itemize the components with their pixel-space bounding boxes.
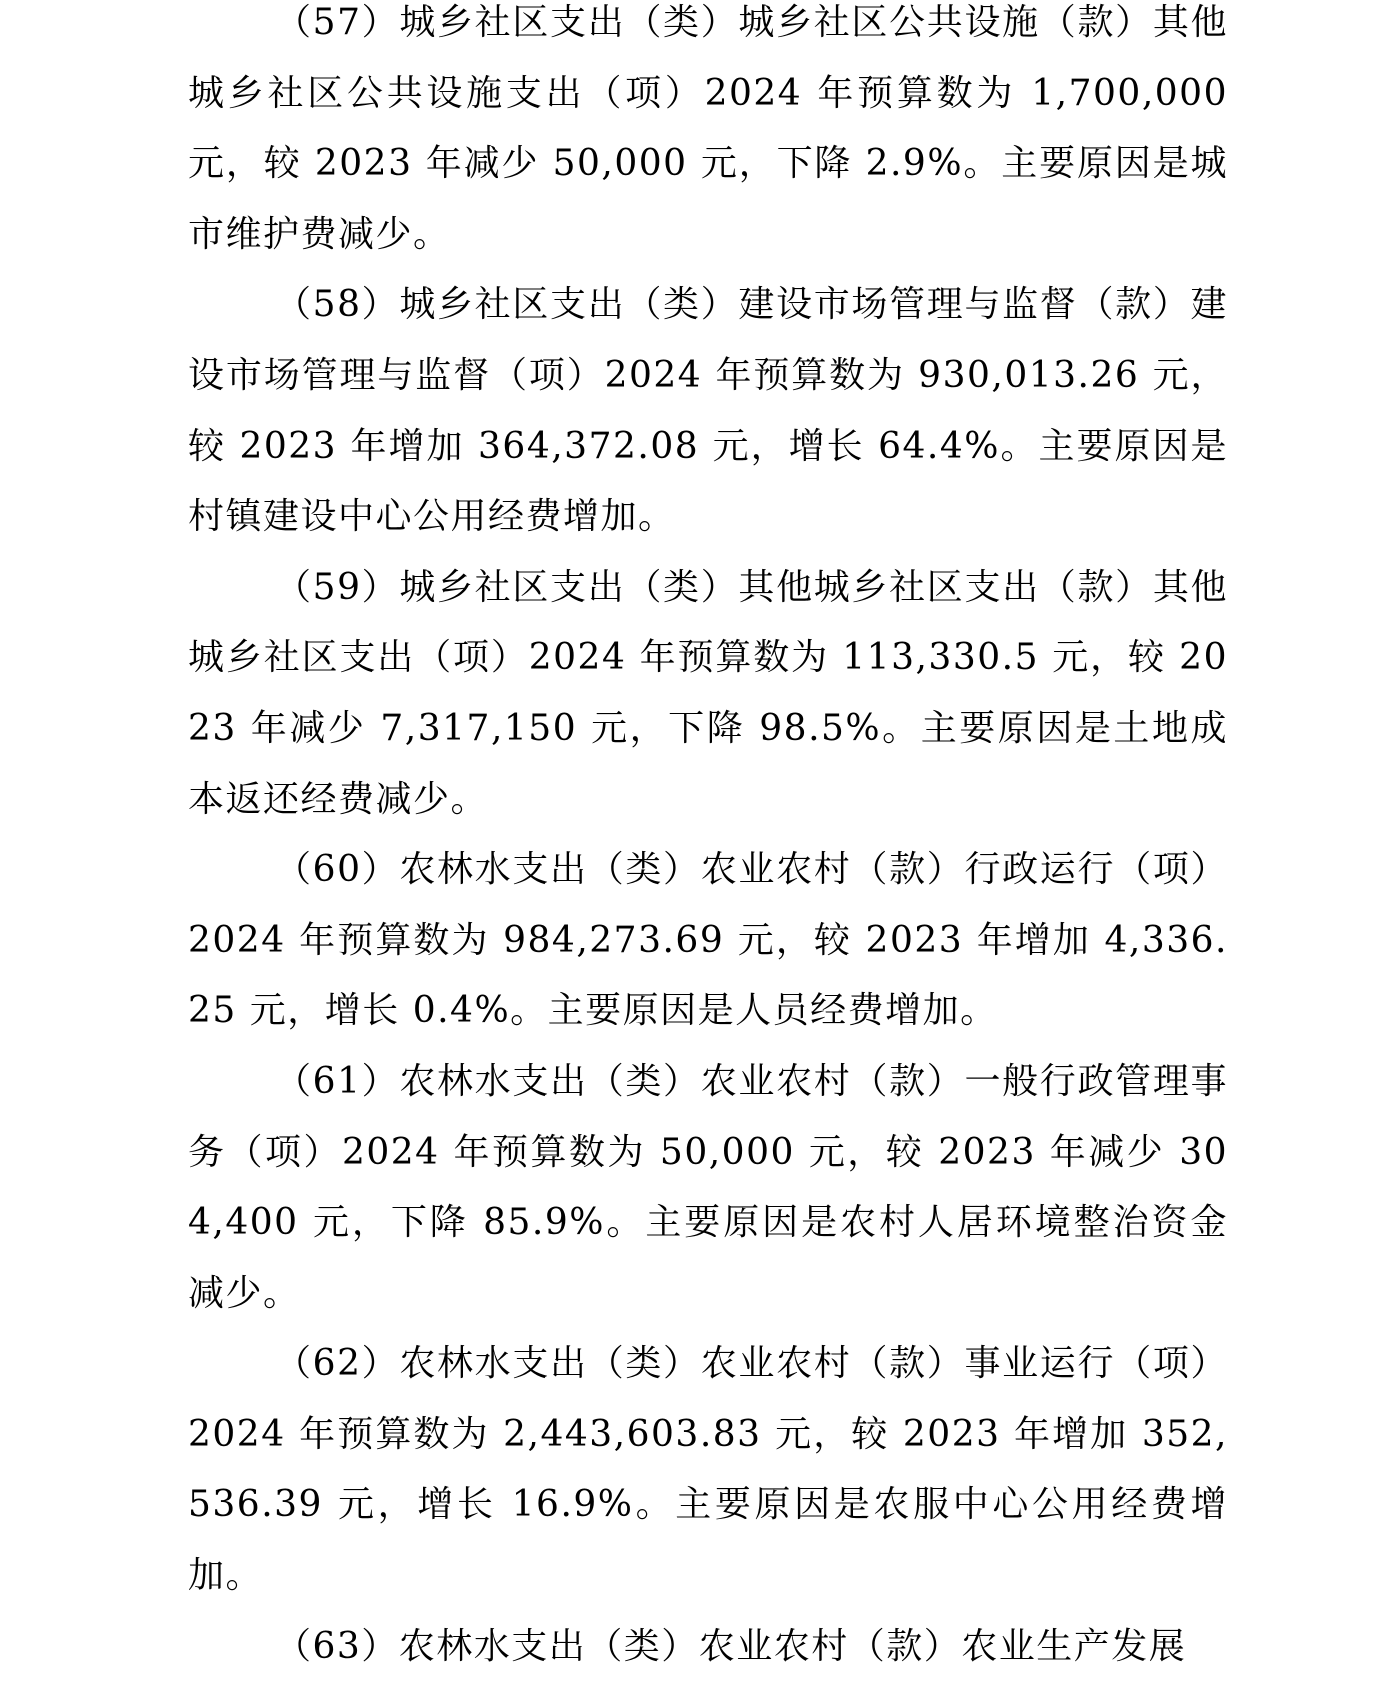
paragraph-60: （60）农林水支出（类）农业农村（款）行政运行（项）2024 年预算数为 984,273.69 元，较 2023 年增加 4,336.25 元，增长 0.4%。主要原因是人员经费增加。 <box>188 849 1228 1032</box>
paragraph-62: （62）农林水支出（类）农业农村（款）事业运行（项）2024 年预算数为 2,443,603.83 元，较 2023 年增加 352,536.39 元，增长 16.9%。主要原因是农服中心公用经费增加。 <box>188 1343 1228 1597</box>
paragraph-57: （57）城乡社区支出（类）城乡社区公共设施（款）其他城乡社区公共设施支出（项）2024 年预算数为 1,700,000 元，较 2023 年减少 50,000 元，下降 2.9%。主要原因是城市维护费减少。 <box>188 2 1228 255</box>
paragraph-61: （61）农林水支出（类）农业农村（款）一般行政管理事务（项）2024 年预算数为 50,000 元，较 2023 年减少 304,400 元，下降 85.9%。主要原因是农村人居环境整治资金减少。 <box>188 1060 1228 1314</box>
paragraph-63: （63）农林水支出（类）农业农村（款）农业生产发展 <box>275 1625 1187 1667</box>
document-body <box>188 0 1228 1682</box>
paragraph-58: （58）城乡社区支出（类）建设市场管理与监督（款）建设市场管理与监督（项）2024 年预算数为 930,013.26 元，较 2023 年增加 364,372.08 元，增长 64.4%。主要原因是村镇建设中心公用经费增加。 <box>188 284 1228 538</box>
paragraph-59: （59）城乡社区支出（类）其他城乡社区支出（款）其他城乡社区支出（项）2024 年预算数为 113,330.5 元，较 2023 年减少 7,317,150 元，下降 98.5%。主要原因是土地成本返还经费减少。 <box>188 566 1228 820</box>
